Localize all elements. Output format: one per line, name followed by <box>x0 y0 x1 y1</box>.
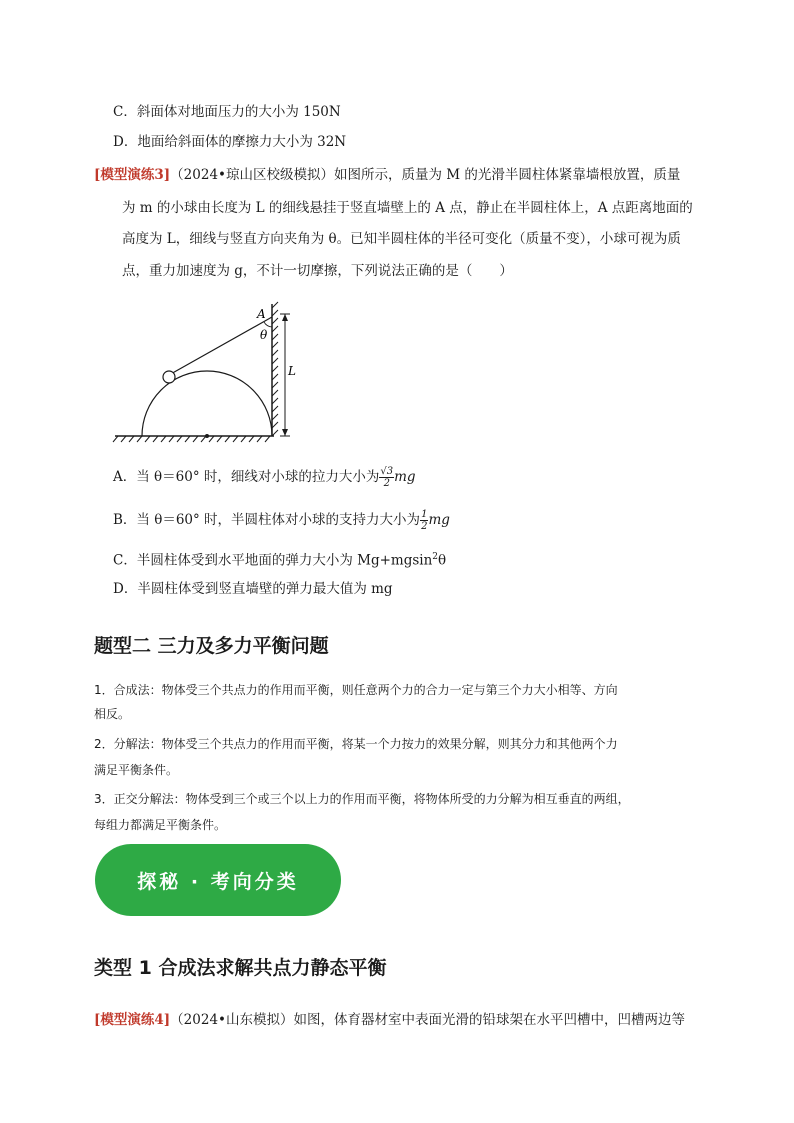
question-3-tag: [模型演练3] <box>94 167 171 183</box>
section-2-title: 题型二 三力及多力平衡问题 <box>94 635 329 657</box>
badge-label: 探秘 · 考向分类 <box>137 870 299 893</box>
option-c-q3 <box>113 548 446 570</box>
option-c-text: C．半圆柱体受到水平地面的弹力大小为 Mg+mgsin <box>113 552 433 569</box>
rule-3-line-1: 3．正交分解法：物体受到三个或三个以上力的作用而平衡，将物体所受的力分解为相互垂直的两组， <box>94 792 630 806</box>
option-c-top: C．斜面体对地面压力的大小为 150N <box>113 104 341 120</box>
rule-1-line-2: 相反。 <box>94 707 131 721</box>
half-cylinder-figure <box>110 296 310 448</box>
rule-2-line-1: 2．分解法：物体受三个共点力的作用而平衡，将某一个力按力的效果分解，则其分力和其他两个力 <box>94 737 618 751</box>
half-cylinder-arc <box>142 371 272 436</box>
angle-arc <box>264 322 272 327</box>
label-theta: θ <box>260 328 268 342</box>
option-b-fraction: $\frac{1}{2}$ <box>421 509 428 532</box>
option-b-text: B．当 θ＝60° 时，半圆柱体对小球的支持力大小为 <box>113 512 421 528</box>
center-dot <box>205 434 209 438</box>
option-c-theta: θ <box>438 552 447 569</box>
rule-2-line-2: 满足平衡条件。 <box>94 763 179 777</box>
question-3-line-1 <box>94 166 680 184</box>
question-3-line-4: 点，重力加速度为 g，不计一切摩擦，下列说法正确的是（ ） <box>122 263 513 279</box>
type-1-title: 类型 1 合成法求解共点力静态平衡 <box>94 957 387 979</box>
option-a-unit: mg <box>394 469 416 485</box>
option-b-q3 <box>113 509 450 532</box>
rule-1-line-1: 1．合成法：物体受三个共点力的作用而平衡，则任意两个力的合力一定与第三个力大小相等、方向 <box>94 683 618 697</box>
option-d-top: D．地面给斜面体的摩擦力大小为 32N <box>113 134 347 150</box>
option-b-unit: mg <box>428 512 450 528</box>
ground-hatch <box>113 436 270 442</box>
option-a-text: A．当 θ＝60° 时，细线对小球的拉力大小为 <box>113 469 380 485</box>
exam-direction-badge <box>95 844 341 916</box>
ball <box>163 371 175 383</box>
question-4-line-1 <box>94 1011 685 1029</box>
label-l: L <box>288 364 296 378</box>
label-a: A <box>257 307 266 321</box>
option-a-fraction: $\frac{√3}{2}$ <box>380 466 394 489</box>
question-4-tag: [模型演练4] <box>94 1012 171 1028</box>
option-a-q3 <box>113 466 416 489</box>
question-3-line-2: 为 m 的小球由长度为 L 的细线悬挂于竖直墙壁上的 A 点，静止在半圆柱体上，A 点距离地面的 <box>122 200 693 216</box>
question-4-text-1: （2024•山东模拟）如图，体育器材室中表面光滑的铅球架在水平凹槽中，凹槽两边等 <box>170 1012 685 1028</box>
wall-hatch <box>272 302 278 436</box>
rule-3-line-2: 每组力都满足平衡条件。 <box>94 818 227 832</box>
question-3-line-3: 高度为 L，细线与竖直方向夹角为 θ。已知半圆柱体的半径可变化（质量不变），小球可视为质 <box>122 231 681 247</box>
string-line <box>169 317 272 375</box>
option-d-q3: D．半圆柱体受到竖直墙壁的弹力最大值为 mg <box>113 581 393 597</box>
question-3-text-1: （2024•琼山区校级模拟）如图所示，质量为 M 的光滑半圆柱体紧靠墙根放置，质量 <box>170 167 681 183</box>
option-c-exponent: 2 <box>432 552 439 562</box>
